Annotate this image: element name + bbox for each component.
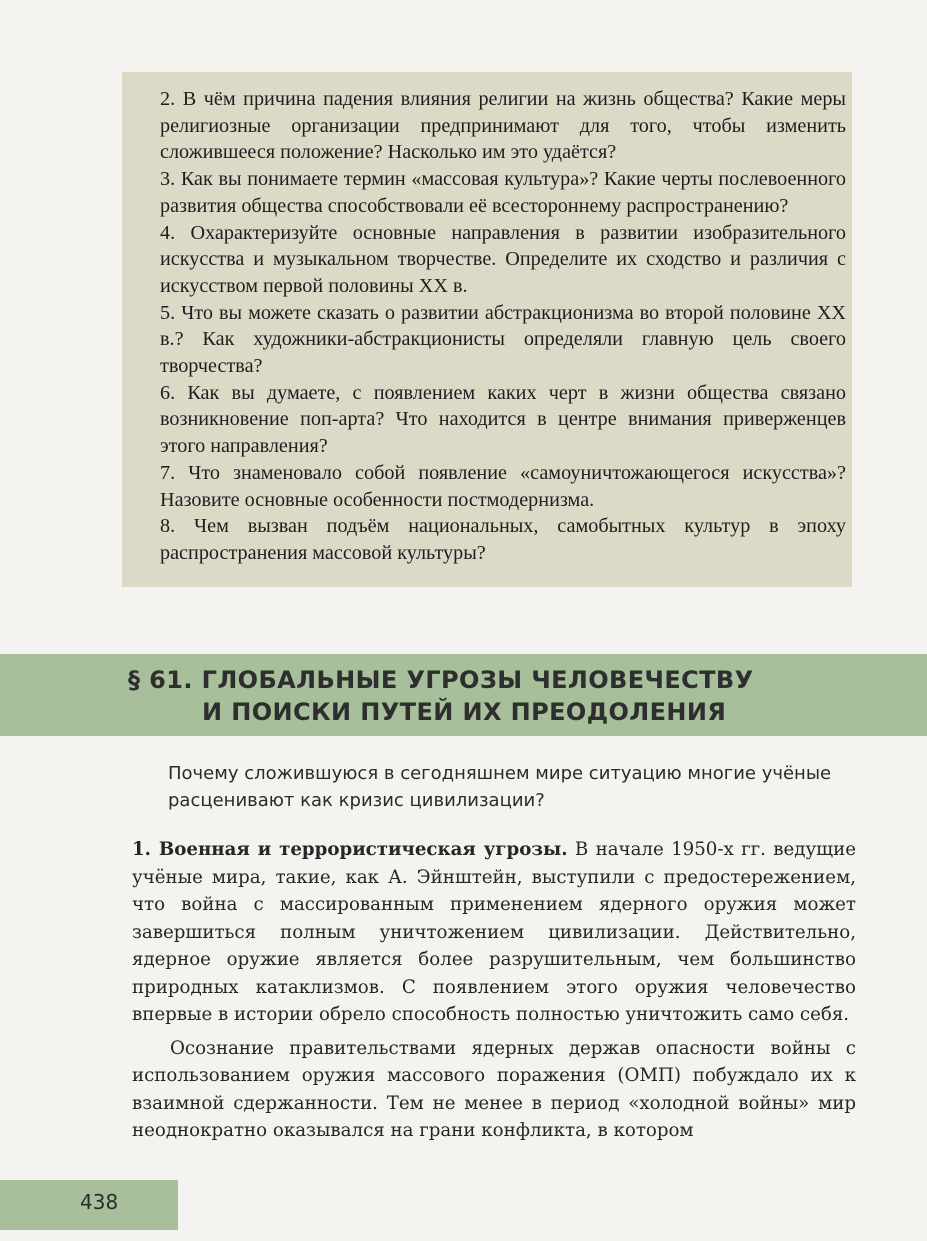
question-item: 5. Что вы можете сказать о развитии абстракционизма во второй половине XX в.? Как художники-абстракционисты определяли главную цель своего творчества? — [160, 301, 846, 378]
question-item: 2. В чём причина падения влияния религии на жизнь общества? Какие меры религиозные организации предпринимают для того, чтобы изменить сложившееся положение? Насколько им это удаётся? — [160, 88, 846, 164]
body-paragraph — [132, 836, 856, 1029]
section-title — [128, 664, 828, 728]
section-body — [132, 836, 856, 1145]
body-paragraph: Осознание правительствами ядерных держав опасности войны с использованием оружия массового поражения (ОМП) побуждало их к взаимной сдержанности. Тем не менее в период «холодной войны» мир неоднократно оказывался на грани конфликта, в котором — [132, 1037, 856, 1141]
question-item: 6. Как вы думаете, с появлением каких черт в жизни общества связано возникновение поп-арта? Что находится в центре внимания приверженцев этого направления? — [160, 381, 846, 458]
page-number: 438 — [80, 1190, 119, 1214]
section-title-line1: § 61. ГЛОБАЛЬНЫЕ УГРОЗЫ ЧЕЛОВЕЧЕСТВУ — [128, 666, 754, 694]
review-questions — [160, 86, 846, 567]
question-item: 8. Чем вызван подъём национальных, самобытных культур в эпоху распространения массовой культуры? — [160, 515, 846, 564]
question-item: 7. Что знаменовало собой появление «самоуничтожающегося искусства»? Назовите основные особенности постмодернизма. — [160, 461, 846, 511]
question-item: 4. Охарактеризуйте основные направления в развитии изобразительного искусства и музыкальном творчестве. Определите их сходство и различия с искусством первой половины XX в. — [160, 221, 846, 297]
paragraph-text: В начале 1950-х гг. ведущие учёные мира, такие, как А. Эйнштейн, выступили с предостережением, что война с массированным применением ядерного оружия может завершиться полным уничтожением цивилизации. Действительно, ядерное оружие является более разрушительным, чем большинство природных катаклизмов. С появлением этого оружия человечество впервые в истории обрело способность полностью уничтожить само себя. — [132, 839, 856, 1025]
subsection-heading: 1. Военная и террористическая угрозы. — [132, 839, 568, 860]
lead-question: Почему сложившуюся в сегодняшнем мире ситуацию многие учёные расценивают как кризис цивилизации? — [168, 763, 832, 811]
question-item: 3. Как вы понимаете термин «массовая культура»? Какие черты послевоенного развития общества способствовали её всестороннему распространению? — [160, 168, 846, 217]
section-title-line2: И ПОИСКИ ПУТЕЙ ИХ ПРЕОДОЛЕНИЯ — [202, 698, 727, 726]
